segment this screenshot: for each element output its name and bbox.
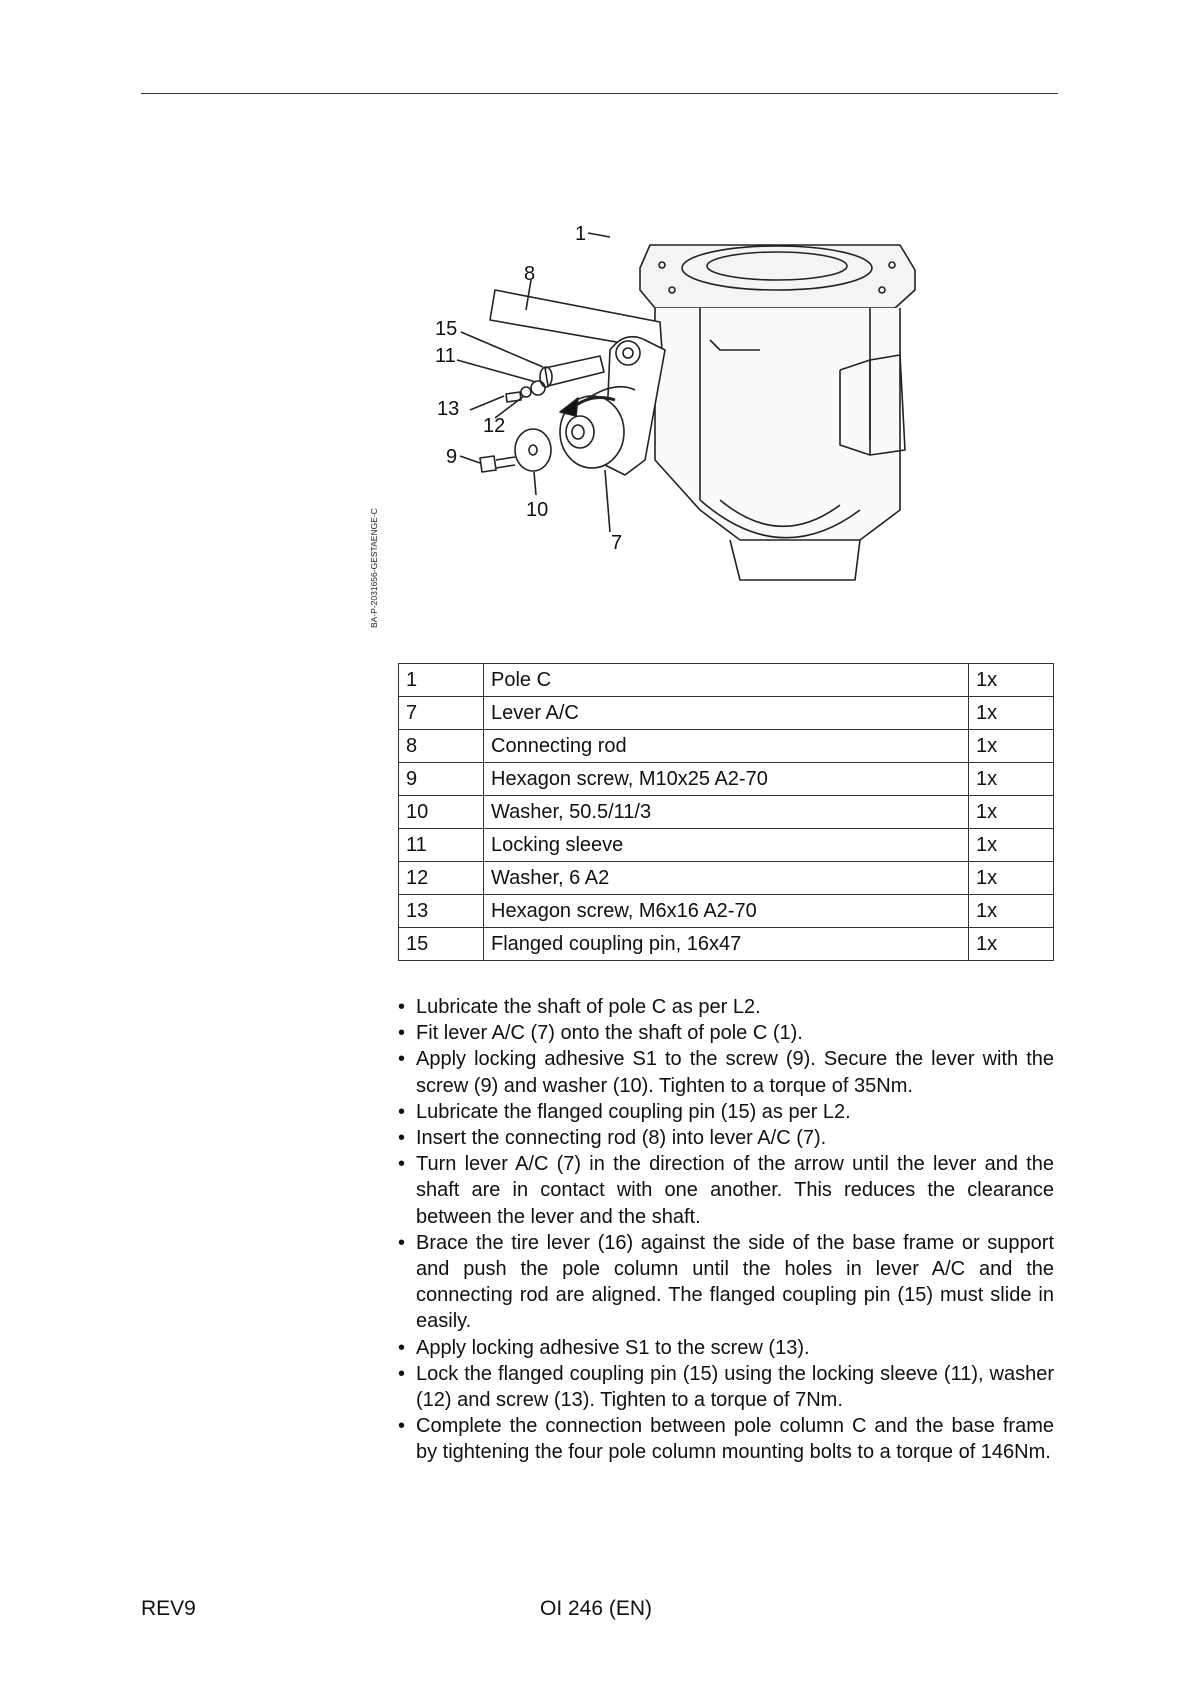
part-description-cell: Washer, 6 A2 — [484, 862, 969, 895]
part-number-cell: 10 — [399, 796, 484, 829]
part-number-cell: 11 — [399, 829, 484, 862]
table-row — [399, 697, 1054, 730]
list-item: • Complete the connection between pole column C and the base frame by tightening the four pole column mounting bolts to a torque of 146Nm. — [396, 1413, 1054, 1465]
table-row — [399, 928, 1054, 961]
parts-table — [398, 663, 1054, 961]
pole-c-lever-illustration — [400, 210, 940, 630]
part-quantity-cell: 1x — [969, 763, 1054, 796]
callout-1: 1 — [575, 223, 587, 245]
part-number-cell: 8 — [399, 730, 484, 763]
footer-revision: REV9 — [141, 1597, 196, 1620]
part-number-cell: 15 — [399, 928, 484, 961]
part-quantity-cell: 1x — [969, 697, 1054, 730]
table-row — [399, 730, 1054, 763]
figure-code: BA-P-2031656-GESTAENGE-C — [369, 508, 379, 628]
part-quantity-cell: 1x — [969, 895, 1054, 928]
part-number-cell: 1 — [399, 664, 484, 697]
table-row — [399, 796, 1054, 829]
callout-8: 8 — [524, 263, 536, 285]
list-item: • Turn lever A/C (7) in the direction of the arrow until the lever and the shaft are in contact with one another. This reduces the clearance between the lever and the shaft. — [396, 1151, 1054, 1230]
callout-11: 11 — [435, 345, 456, 367]
part-quantity-cell: 1x — [969, 796, 1054, 829]
list-item: • Lubricate the flanged coupling pin (15) as per L2. — [396, 1099, 1054, 1125]
part-description-cell: Washer, 50.5/11/3 — [484, 796, 969, 829]
part-description-cell: Lever A/C — [484, 697, 969, 730]
part-number-cell: 9 — [399, 763, 484, 796]
list-item: • Apply locking adhesive S1 to the screw (13). — [396, 1335, 1054, 1361]
part-quantity-cell: 1x — [969, 928, 1054, 961]
callout-15: 15 — [435, 318, 458, 340]
part-quantity-cell: 1x — [969, 829, 1054, 862]
part-number-cell: 7 — [399, 697, 484, 730]
assembly-steps — [396, 994, 1054, 1466]
list-item: • Brace the tire lever (16) against the side of the base frame or support and push the pole column until the holes in lever A/C and the connecting rod are aligned. The flanged coupling pin (15) must slide in easily. — [396, 1230, 1054, 1335]
part-quantity-cell: 1x — [969, 664, 1054, 697]
table-row — [399, 763, 1054, 796]
list-item: • Apply locking adhesive S1 to the screw (9). Secure the lever with the screw (9) and washer (10). Tighten to a torque of 35Nm. — [396, 1046, 1054, 1098]
callout-7: 7 — [611, 532, 623, 554]
part-number-cell: 13 — [399, 895, 484, 928]
assembly-figure — [400, 210, 940, 630]
part-description-cell: Pole C — [484, 664, 969, 697]
part-description-cell: Hexagon screw, M10x25 A2-70 — [484, 763, 969, 796]
list-item: • Insert the connecting rod (8) into lever A/C (7). — [396, 1125, 1054, 1151]
part-quantity-cell: 1x — [969, 862, 1054, 895]
list-item: • Lock the flanged coupling pin (15) using the locking sleeve (11), washer (12) and screw (13). Tighten to a torque of 7Nm. — [396, 1361, 1054, 1413]
table-row — [399, 895, 1054, 928]
part-description-cell: Flanged coupling pin, 16x47 — [484, 928, 969, 961]
table-row — [399, 829, 1054, 862]
callout-13: 13 — [437, 398, 460, 420]
list-item: • Lubricate the shaft of pole C as per L2. — [396, 994, 1054, 1020]
callout-12: 12 — [483, 415, 506, 437]
part-description-cell: Hexagon screw, M6x16 A2-70 — [484, 895, 969, 928]
part-description-cell: Connecting rod — [484, 730, 969, 763]
part-description-cell: Locking sleeve — [484, 829, 969, 862]
part-number-cell: 12 — [399, 862, 484, 895]
table-row — [399, 664, 1054, 697]
table-row — [399, 862, 1054, 895]
part-quantity-cell: 1x — [969, 730, 1054, 763]
callout-10: 10 — [526, 499, 549, 521]
callout-9: 9 — [446, 446, 458, 468]
header-rule — [141, 93, 1058, 94]
list-item: • Fit lever A/C (7) onto the shaft of pole C (1). — [396, 1020, 1054, 1046]
footer-document-id: OI 246 (EN) — [540, 1597, 653, 1620]
